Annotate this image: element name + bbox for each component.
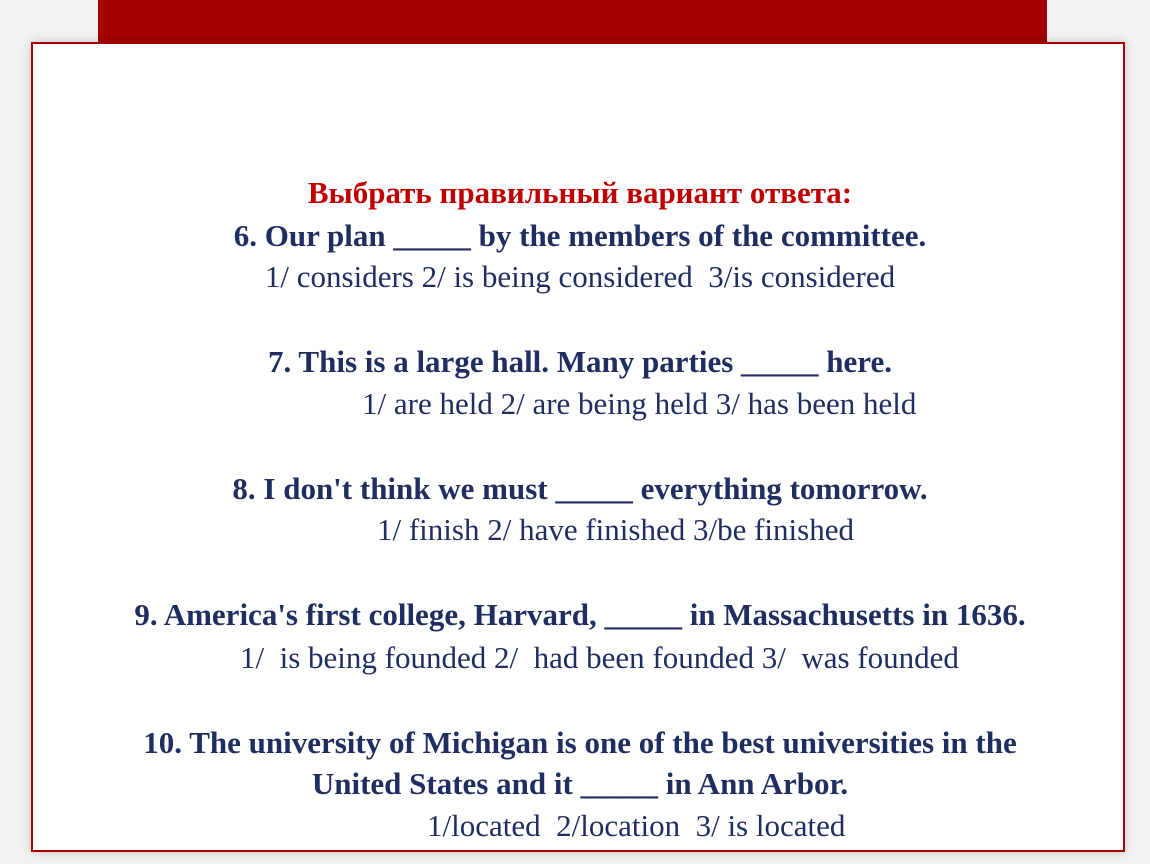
question-6: 6. Our plan _____ by the members of the committee. [233,218,927,253]
slide-panel [31,42,1125,852]
instruction-heading: Выбрать правильный вариант ответа: [307,175,853,210]
answers-9: 1/ is being founded 2/ had been founded 3/ was founded [240,640,959,675]
question-9: 9. America's first college, Harvard, _____ in Massachusetts in 1636. [134,597,1026,632]
answers-10: 1/located 2/location 3/ is located [427,808,846,843]
question-10-line-2: United States and it _____ in Ann Arbor. [311,766,849,801]
question-10-line-1: 10. The university of Michigan is one of the best universities in the [143,725,1017,760]
answers-8: 1/ finish 2/ have finished 3/be finished [377,512,854,547]
question-8: 8. I don't think we must _____ everything tomorrow. [232,471,928,506]
answers-7: 1/ are held 2/ are being held 3/ has been held [362,386,917,421]
top-accent-band [98,0,1047,42]
question-7: 7. This is a large hall. Many parties _____ here. [267,344,893,379]
answers-6: 1/ considers 2/ is being considered 3/is considered [264,259,896,294]
exercise-content [33,44,1127,854]
